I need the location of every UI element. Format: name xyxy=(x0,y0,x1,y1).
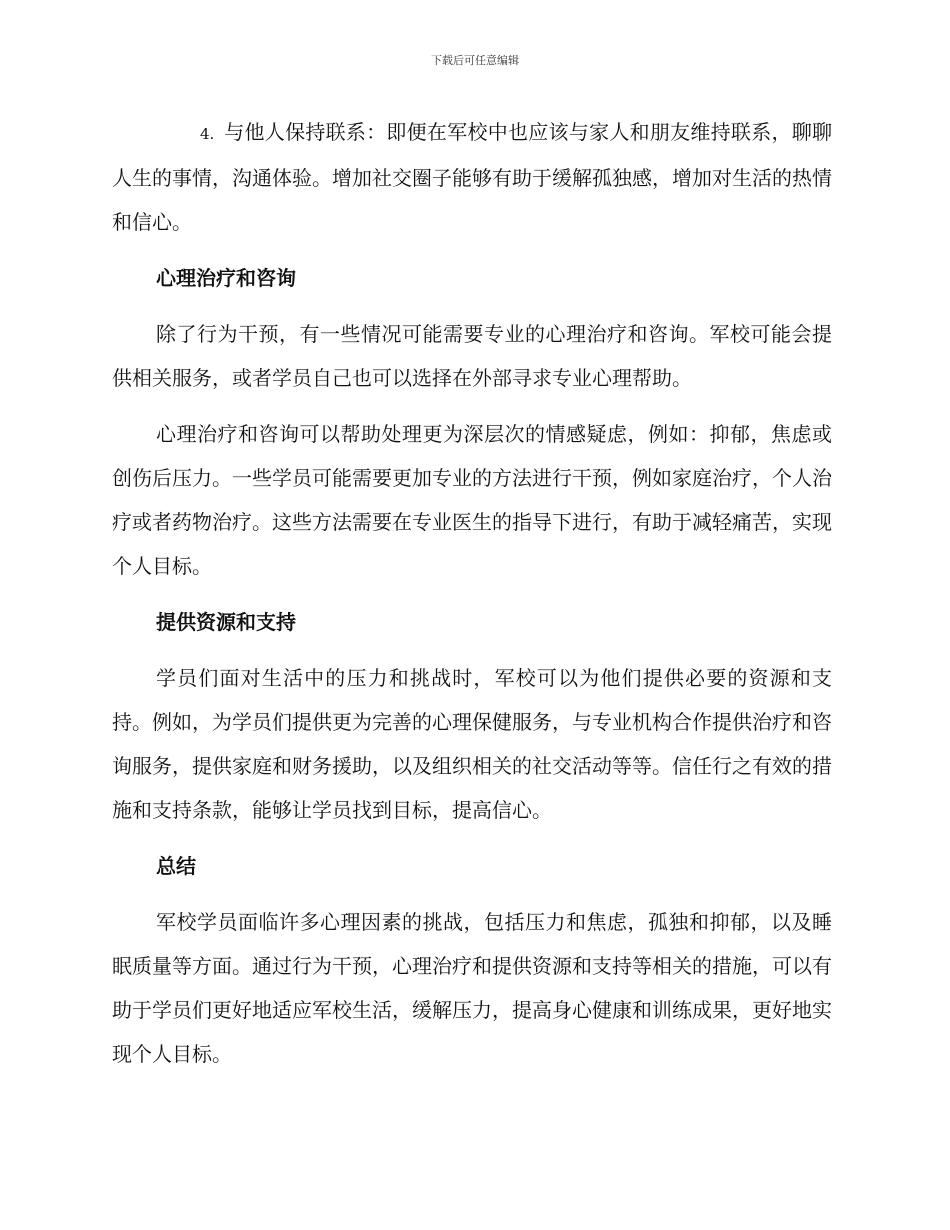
document-body xyxy=(112,110,832,1088)
section-heading-therapy: 心理治疗和咨询 xyxy=(156,266,296,290)
list-item-text: 与他人保持联系：即便在军校中也应该与家人和朋友维持联系，聊聊人生的事情，沟通体验。增加社交圈子能够有助于缓解孤独感，增加对生活的热情和信心。 xyxy=(112,120,832,234)
paragraph: 军校学员面临许多心理因素的挑战，包括压力和焦虑，孤独和抑郁，以及睡眠质量等方面。通过行为干预，心理治疗和提供资源和支持等相关的措施，可以有助于学员们更好地适应军校生活，缓解压力，提高身心健康和训练成果，更好地实现个人目标。 xyxy=(112,910,832,1066)
section-heading-summary: 总结 xyxy=(156,854,196,878)
list-item-number: 4. xyxy=(200,125,215,143)
list-item-4 xyxy=(112,110,832,244)
section-heading-resources: 提供资源和支持 xyxy=(156,610,296,634)
paragraph: 学员们面对生活中的压力和挑战时，军校可以为他们提供必要的资源和支持。例如，为学员们提供更为完善的心理保健服务，与专业机构合作提供治疗和咨询服务，提供家庭和财务援助，以及组织相关的社交活动等等。信任行之有效的措施和支持条款，能够让学员找到目标，提高信心。 xyxy=(112,666,832,822)
page-header: 下载后可任意编辑 xyxy=(431,54,519,67)
paragraph: 除了行为干预，有一些情况可能需要专业的心理治疗和咨询。军校可能会提供相关服务，或者学员自己也可以选择在外部寻求专业心理帮助。 xyxy=(112,322,832,390)
paragraph: 心理治疗和咨询可以帮助处理更为深层次的情感疑虑，例如：抑郁，焦虑或创伤后压力。一些学员可能需要更加专业的方法进行干预，例如家庭治疗，个人治疗或者药物治疗。这些方法需要在专业医生的指导下进行，有助于减轻痛苦，实现个人目标。 xyxy=(112,422,832,578)
